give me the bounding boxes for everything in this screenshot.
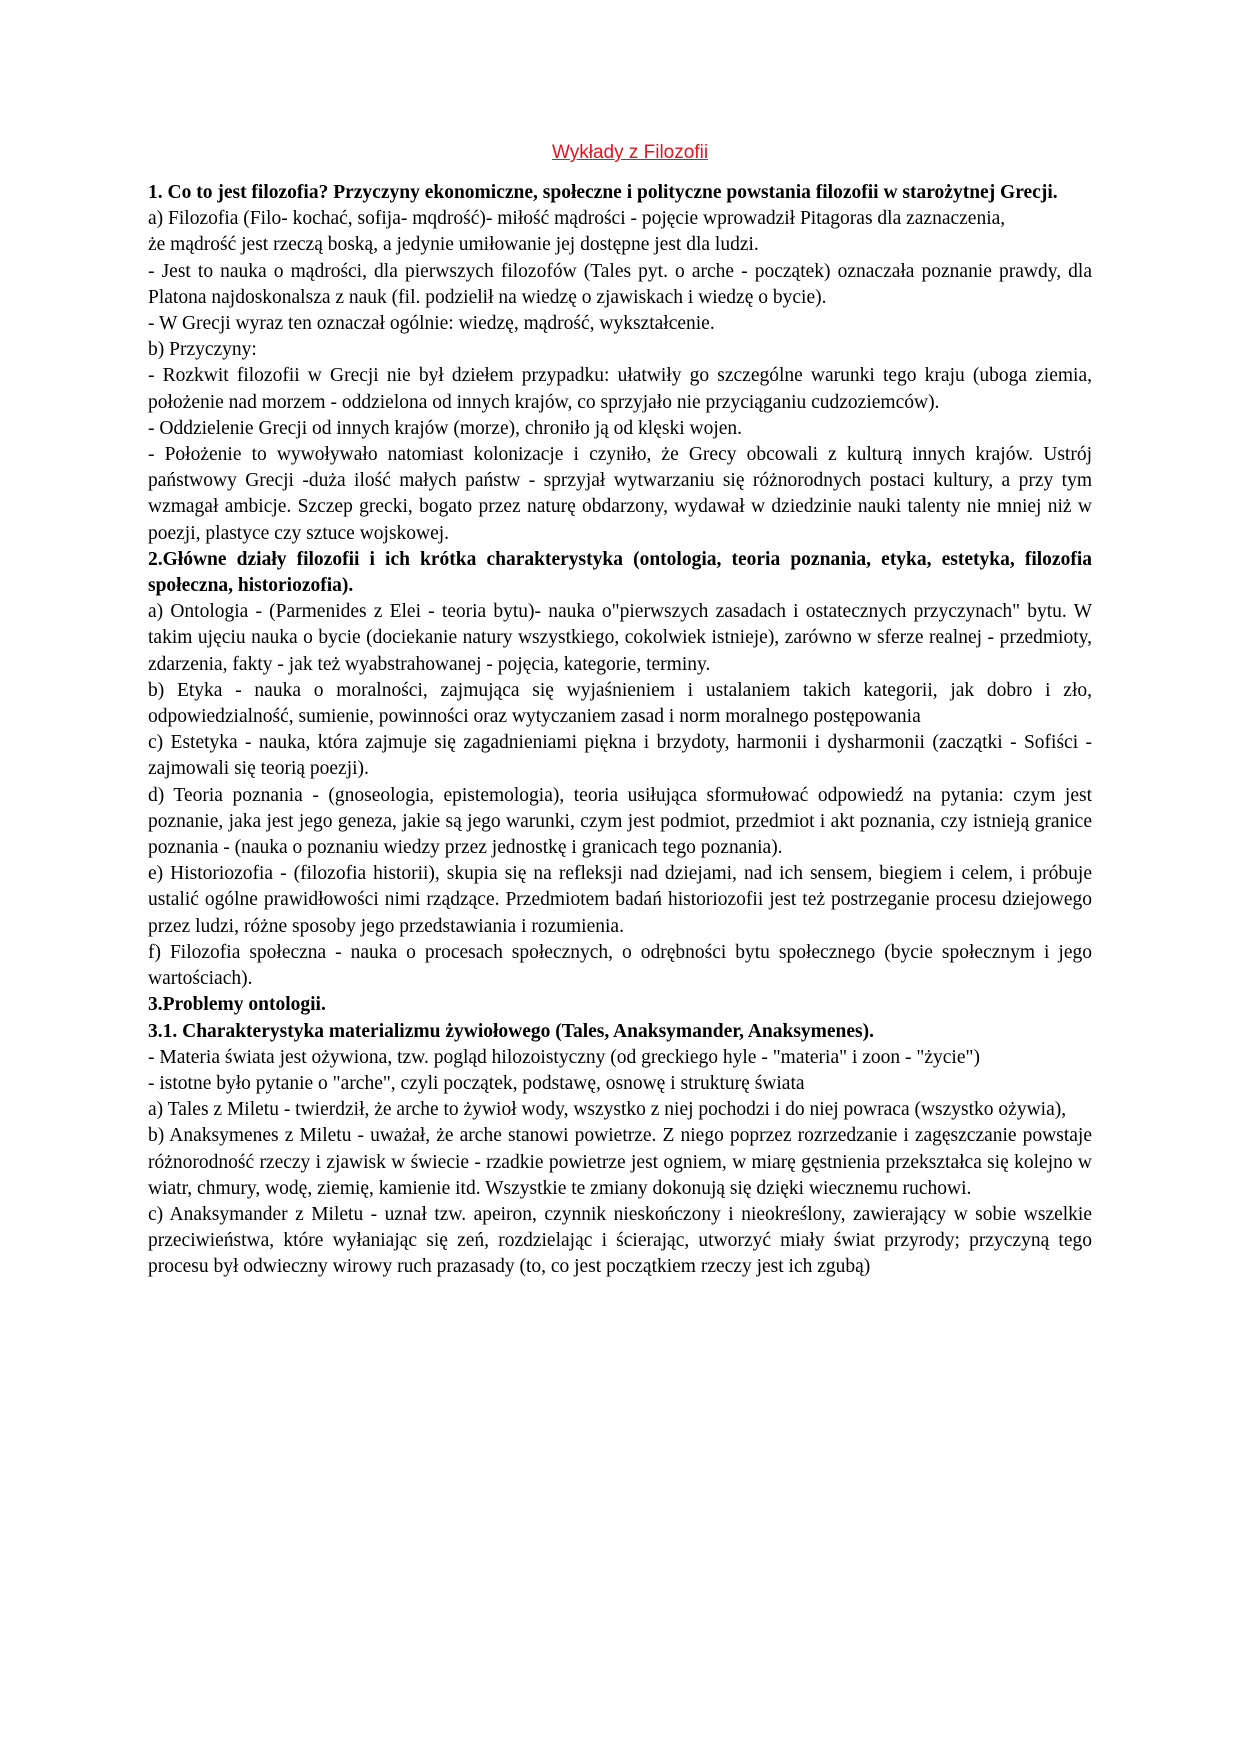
section-heading: 3.1. Charakterystyka materializmu żywiołowego (Tales, Anaksymander, Anaksymenes).	[148, 1020, 875, 1042]
paragraph: - W Grecji wyraz ten oznaczał ogólnie: wiedzę, mądrość, wykształcenie.	[148, 313, 715, 335]
paragraph: b) Anaksymenes z Miletu - uważał, że arche stanowi powietrze. Z niego poprzez rozrzedzanie i zagęszczanie powstaje różnorodność rzeczy i zjawisk w świecie - rzadkie powietrze jest ogniem, w miarę gęstnienia przekształca się kolejno w wiatr, chmury, wodę, ziemię, kamienie itd. Wszystkie te zmiany dokonują się dzięki wiecznemu ruchowi.	[148, 1125, 1092, 1199]
paragraph: - Oddzielenie Grecji od innych krajów (morze), chroniło ją od klęski wojen.	[148, 417, 743, 439]
paragraph: - Położenie to wywoływało natomiast kolonizacje i czyniło, że Grecy obcowali z kulturą innych krajów. Ustrój państwowy Grecji -duża ilość małych państw - sprzyjał wytwarzaniu się różnorodnych postaci kultury, a przy tym wzmagał ambicje. Szczep grecki, bogato przez naturę obdarzony, wydawał w dziedzinie nauki talenty nie mniej niż w poezji, plastyce czy sztuce wojskowej.	[148, 444, 1092, 544]
paragraph: - Rozkwit filozofii w Grecji nie był dziełem przypadku: ułatwiły go szczególne warunki tego kraju (uboga ziemia, położenie nad morzem - oddzielona od innych krajów, co sprzyjało nie przyciąganiu cudzoziemców).	[148, 365, 1092, 413]
section-heading: 2.Główne działy filozofii i ich krótka charakterystyka (ontologia, teoria poznania, etyka, estetyka, filozofia społeczna, historiozofia).	[148, 548, 1092, 597]
paragraph: - Jest to nauka o mądrości, dla pierwszych filozofów (Tales pyt. o arche - początek) oznaczała poznanie prawdy, dla Platona najdoskonalsza z nauk (fil. podzielił na wiedzę o zjawiskach i wiedzę o bycie).	[148, 260, 1092, 308]
paragraph: a) Tales z Miletu - twierdził, że arche to żywioł wody, wszystko z niej pochodzi i do niej powraca (wszystko ożywia),	[148, 1099, 1067, 1121]
paragraph: d) Teoria poznania - (gnoseologia, epistemologia), teoria usiłująca sformułować odpowiedź na pytania: czym jest poznanie, jaka jest jego geneza, jakie są jego warunki, czym jest podmiot, przedmiot i akt poznania, czy istnieją granice poznania - (nauka o poznaniu wiedzy przez jednostkę i granicach tego poznania).	[148, 784, 1092, 859]
paragraph: c) Anaksymander z Miletu - uznał tzw. apeiron, czynnik nieskończony i nieokreślony, zawierający w sobie wszelkie przeciwieństwa, które wyłaniając się zeń, rozdzielając i ścierając, utworzyć miały świat przyrody; przyczyną tego procesu był odwieczny wirowy ruch prazasady (to, co jest początkiem rzeczy jest ich zgubą)	[148, 1203, 1092, 1278]
section-heading: 3.Problemy ontologii.	[148, 994, 326, 1016]
paragraph: a) Ontologia - (Parmenides z Elei - teoria bytu)- nauka o"pierwszych zasadach i ostatecznych przyczynach" bytu. W takim ujęciu nauka o bycie (dociekanie natury wszystkiego, cokolwiek istnieje), zarówno w sferze realnej - przedmioty, zdarzenia, fakty - jak też wyabstrahowanej - pojęcia, kategorie, terminy.	[148, 601, 1092, 675]
paragraph: e) Historiozofia - (filozofia historii), skupia się na refleksji nad dziejami, nad ich sensem, biegiem i celem, i próbuje ustalić ogólne prawidłowości nimi rządzące. Przedmiotem badań historiozofii jest też postrzeganie procesu dziejowego przez ludzi, różne sposoby jego przedstawiania i rozumienia.	[148, 863, 1092, 937]
document-title: Wykłady z Filozofii	[551, 142, 709, 163]
paragraph: że mądrość jest rzeczą boską, a jedynie umiłowanie jej dostępne jest dla ludzi.	[148, 234, 759, 256]
paragraph: c) Estetyka - nauka, która zajmuje się zagadnieniami piękna i brzydoty, harmonii i dysharmonii (zaczątki - Sofiści - zajmowali się teorią poezji).	[148, 732, 1092, 780]
paragraph: - istotne było pytanie o "arche", czyli początek, podstawę, osnowę i strukturę świata	[148, 1072, 805, 1094]
paragraph: b) Etyka - nauka o moralności, zajmująca się wyjaśnieniem i ustalaniem takich kategorii, jak dobro i zło, odpowiedzialność, sumienie, powinności oraz wytyczaniem zasad i norm moralnego postępowania	[148, 679, 1092, 728]
paragraph: a) Filozofia (Filo- kochać, sofija- mqdrość)- miłość mądrości - pojęcie wprowadził Pitagoras dla zaznaczenia,	[148, 208, 1006, 230]
section-heading: 1. Co to jest filozofia? Przyczyny ekonomiczne, społeczne i polityczne powstania filozofii w starożytnej Grecji.	[148, 182, 1058, 203]
document-page	[148, 140, 1092, 1281]
paragraph: b) Przyczyny:	[148, 339, 257, 361]
document-body	[148, 180, 1092, 1281]
paragraph: f) Filozofia społeczna - nauka o procesach społecznych, o odrębności bytu społecznego (bycie społecznym i jego wartościach).	[148, 941, 1092, 990]
paragraph: - Materia świata jest ożywiona, tzw. pogląd hilozoistyczny (od greckiego hyle - "materia" i zoon - "życie")	[148, 1046, 980, 1068]
